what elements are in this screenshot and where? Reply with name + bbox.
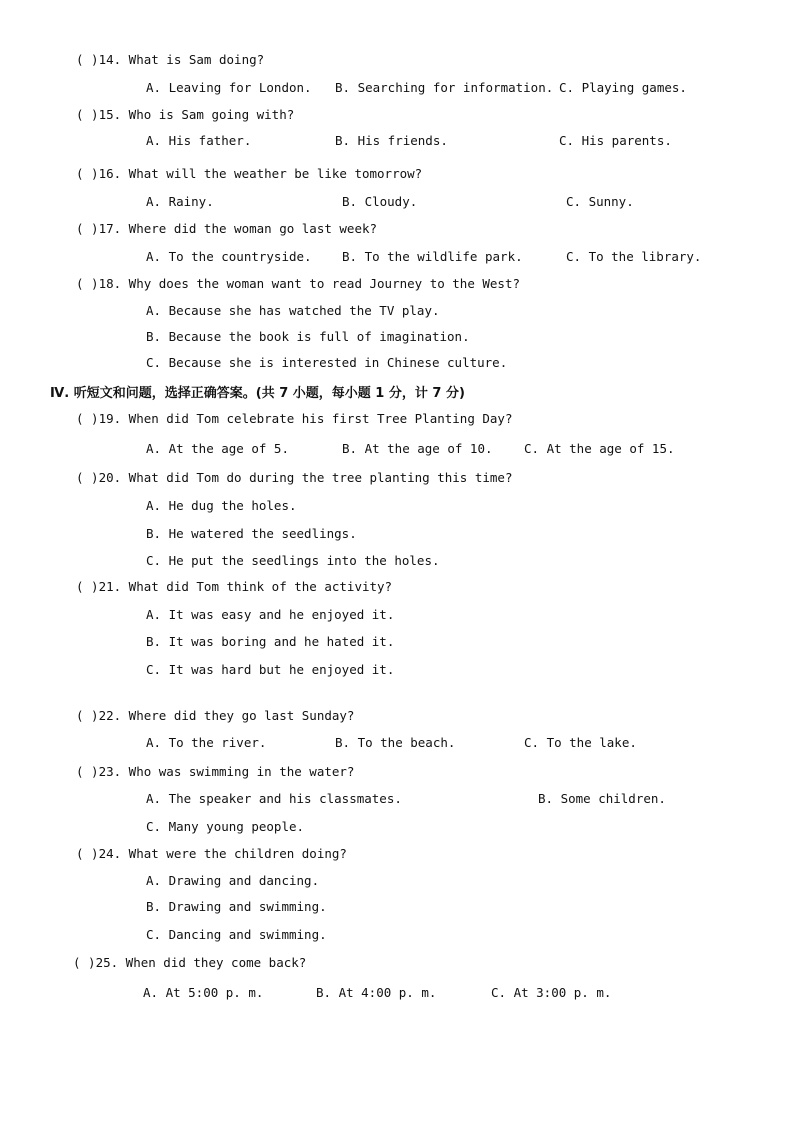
question-24-option-a: A. Drawing and dancing. [146,873,320,888]
question-15-option-c: C. His parents. [559,133,672,148]
question-22-option-c: C. To the lake. [524,735,637,750]
question-21-option-c: C. It was hard but he enjoyed it. [146,662,395,677]
question-22-stem: ( )22. Where did they go last Sunday? [76,708,355,723]
question-17-option-b: B. To the wildlife park. [342,249,523,264]
question-20-option-c: C. He put the seedlings into the holes. [146,553,440,568]
question-25-option-a: A. At 5:00 p. m. [143,985,264,1000]
question-14-option-b: B. Searching for information. [335,80,554,95]
question-21-option-a: A. It was easy and he enjoyed it. [146,607,395,622]
question-16-stem: ( )16. What will the weather be like tomorrow? [76,166,423,181]
question-16-option-c: C. Sunny. [566,194,634,209]
question-24-option-b: B. Drawing and swimming. [146,899,327,914]
question-15-option-b: B. His friends. [335,133,448,148]
question-20-option-a: A. He dug the holes. [146,498,297,513]
question-25-option-c: C. At 3:00 p. m. [491,985,612,1000]
question-17-stem: ( )17. Where did the woman go last week? [76,221,378,236]
question-25-stem: ( )25. When did they come back? [73,955,307,970]
question-17-option-a: A. To the countryside. [146,249,312,264]
question-23-option-b: B. Some children. [538,791,666,806]
question-18-option-a: A. Because she has watched the TV play. [146,303,440,318]
question-19-option-b: B. At the age of 10. [342,441,493,456]
question-20-option-b: B. He watered the seedlings. [146,526,357,541]
question-24-stem: ( )24. What were the children doing? [76,846,347,861]
question-20-stem: ( )20. What did Tom do during the tree planting this time? [76,470,513,485]
question-21-option-b: B. It was boring and he hated it. [146,634,395,649]
question-23-stem: ( )23. Who was swimming in the water? [76,764,355,779]
question-23-option-c: C. Many young people. [146,819,305,834]
question-18-stem: ( )18. Why does the woman want to read Journey to the West? [76,276,521,291]
question-14-option-c: C. Playing games. [559,80,687,95]
section-iv-title: Ⅳ. 听短文和问题，选择正确答案。(共 7 小题，每小题 1 分，计 7 分) [50,386,465,401]
question-18-option-c: C. Because she is interested in Chinese culture. [146,355,508,370]
question-15-option-a: A. His father. [146,133,252,148]
question-21-stem: ( )21. What did Tom think of the activity? [76,579,393,594]
question-25-option-b: B. At 4:00 p. m. [316,985,437,1000]
question-24-option-c: C. Dancing and swimming. [146,927,327,942]
question-14-option-a: A. Leaving for London. [146,80,312,95]
question-19-option-c: C. At the age of 15. [524,441,675,456]
question-22-option-b: B. To the beach. [335,735,456,750]
question-17-option-c: C. To the library. [566,249,702,264]
question-18-option-b: B. Because the book is full of imagination. [146,329,470,344]
question-16-option-b: B. Cloudy. [342,194,418,209]
question-19-option-a: A. At the age of 5. [146,441,289,456]
question-22-option-a: A. To the river. [146,735,267,750]
question-14-stem: ( )14. What is Sam doing? [76,52,265,67]
question-19-stem: ( )19. When did Tom celebrate his first Tree Planting Day? [76,411,513,426]
question-15-stem: ( )15. Who is Sam going with? [76,107,295,122]
question-23-option-a: A. The speaker and his classmates. [146,791,402,806]
question-16-option-a: A. Rainy. [146,194,214,209]
